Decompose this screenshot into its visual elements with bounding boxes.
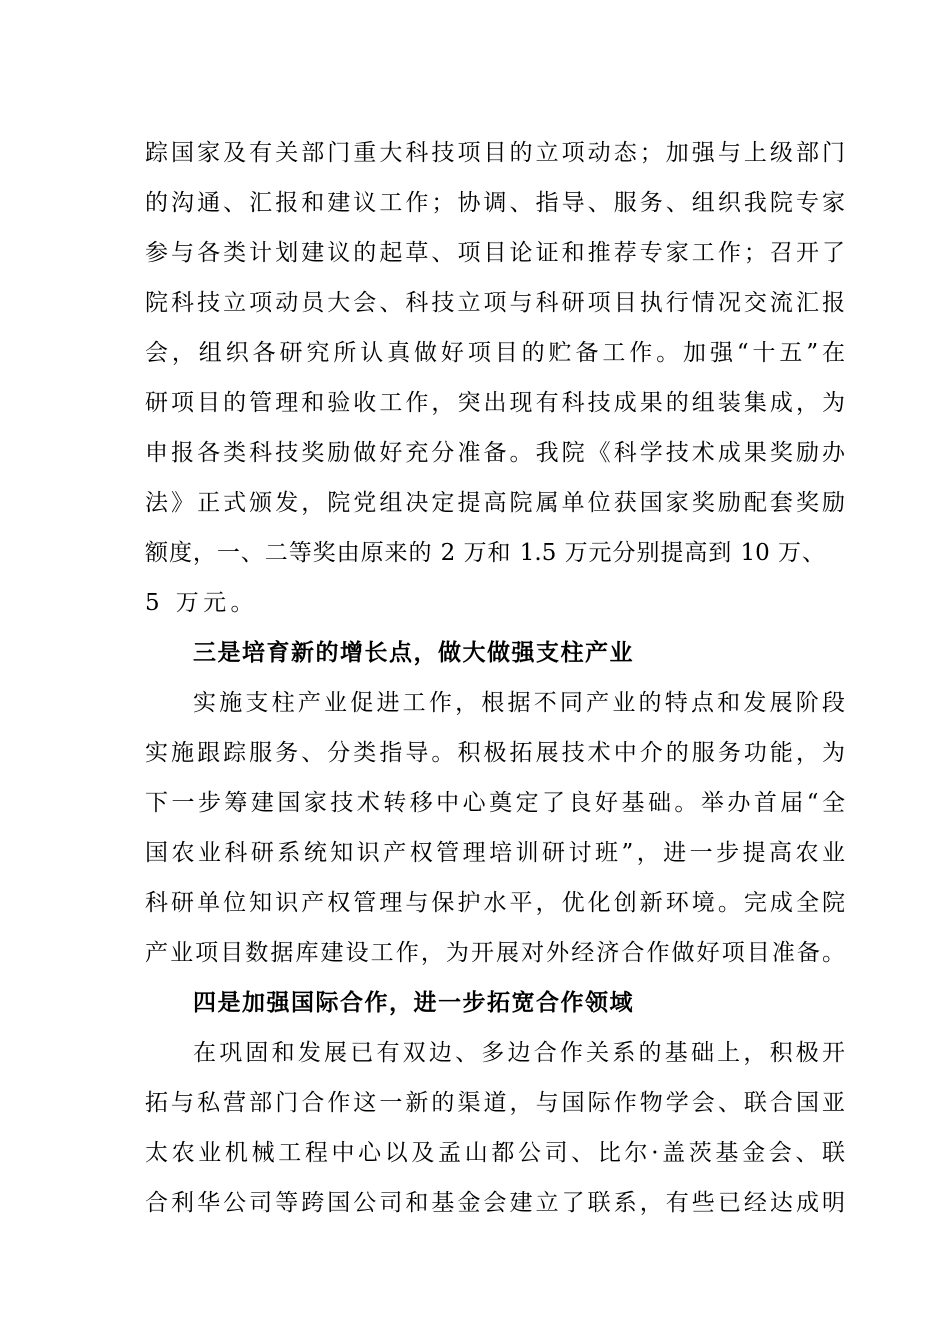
paragraph-line: 在巩固和发展已有双边、多边合作关系的基础上，积极开 xyxy=(193,1040,845,1066)
paragraph-line: 5 万元。 xyxy=(145,590,258,616)
paragraph-line: 拓与私营部门合作这一新的渠道，与国际作物学会、联合国亚 xyxy=(145,1090,845,1116)
paragraph-line: 国农业科研系统知识产权管理培训研讨班”，进一步提高农业 xyxy=(145,840,845,866)
paragraph-line: 参与各类计划建议的起草、项目论证和推荐专家工作；召开了 xyxy=(145,240,845,266)
paragraph-line: 实施支柱产业促进工作，根据不同产业的特点和发展阶段 xyxy=(193,690,845,716)
paragraph-line: 院科技立项动员大会、科技立项与科研项目执行情况交流汇报 xyxy=(145,290,845,316)
paragraph-line: 法》正式颁发，院党组决定提高院属单位获国家奖励配套奖励 xyxy=(145,490,845,516)
paragraph-line: 额度，一、二等奖由原来的 2 万和 1.5 万元分别提高到 10 万、 xyxy=(145,540,825,566)
paragraph-line: 踪国家及有关部门重大科技项目的立项动态；加强与上级部门 xyxy=(145,140,845,166)
paragraph-line: 太农业机械工程中心以及孟山都公司、比尔·盖茨基金会、联 xyxy=(145,1140,845,1166)
paragraph-line: 会，组织各研究所认真做好项目的贮备工作。加强“十五”在 xyxy=(145,340,845,366)
paragraph-line: 合利华公司等跨国公司和基金会建立了联系，有些已经达成明 xyxy=(145,1190,845,1216)
paragraph-line: 科研单位知识产权管理与保护水平，优化创新环境。完成全院 xyxy=(145,890,845,916)
paragraph-line: 实施跟踪服务、分类指导。积极拓展技术中介的服务功能，为 xyxy=(145,740,845,766)
paragraph-line: 的沟通、汇报和建议工作；协调、指导、服务、组织我院专家 xyxy=(145,190,845,216)
section-heading: 四是加强国际合作，进一步拓宽合作领域 xyxy=(193,990,634,1016)
paragraph-line: 申报各类科技奖励做好充分准备。我院《科学技术成果奖励办 xyxy=(145,440,845,466)
paragraph-line: 产业项目数据库建设工作，为开展对外经济合作做好项目准备。 xyxy=(145,940,845,966)
section-heading: 三是培育新的增长点，做大做强支柱产业 xyxy=(193,640,634,666)
paragraph-line: 研项目的管理和验收工作，突出现有科技成果的组装集成，为 xyxy=(145,390,845,416)
paragraph-line: 下一步筹建国家技术转移中心奠定了良好基础。举办首届“全 xyxy=(145,790,845,816)
